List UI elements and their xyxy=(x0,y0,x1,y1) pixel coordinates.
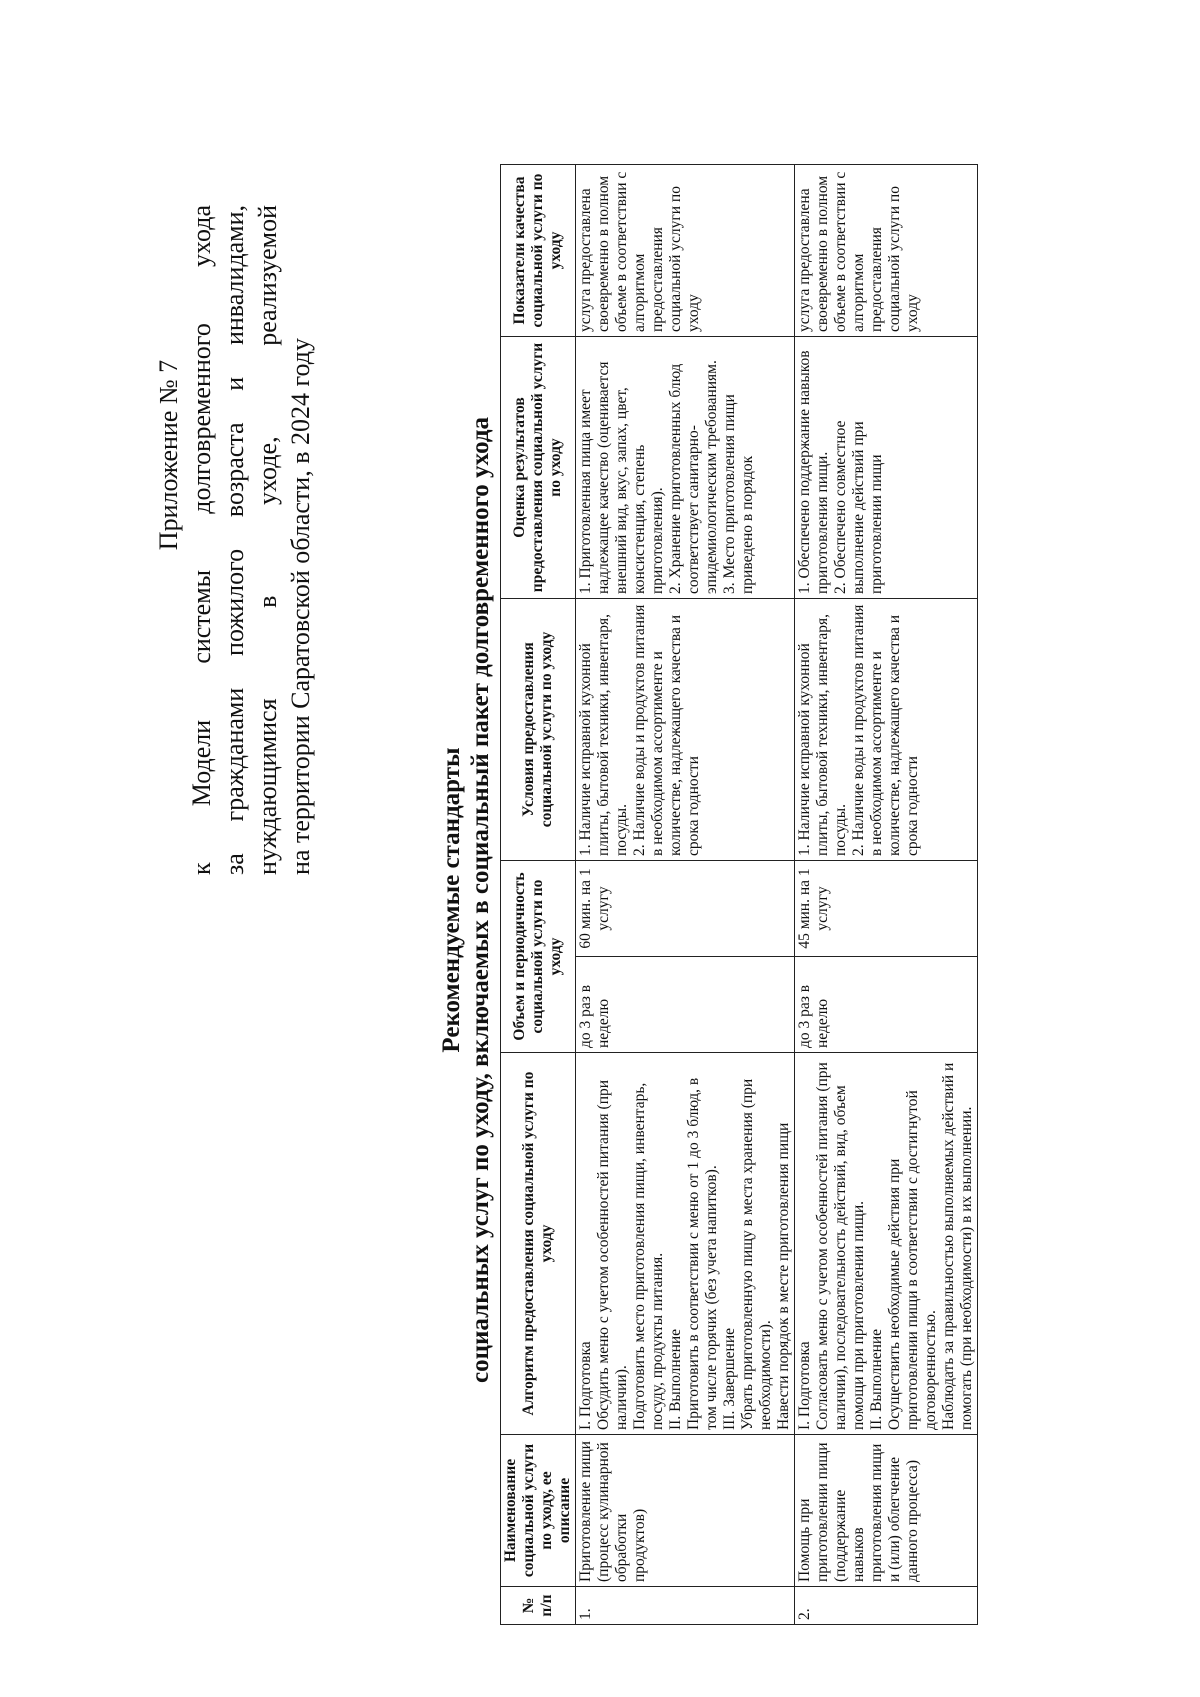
appendix-line-3: нуждающимися в уходе, реализуемой xyxy=(253,205,282,875)
header-name: Наименование социальной услуги по уходу, ее описание xyxy=(501,1435,576,1587)
heading-line-2: социальных услуг по уходу, включаемых в социальный пакет долговременного ухода xyxy=(467,416,494,1384)
appendix-line-4: на территории Саратовской области, в 2024 году xyxy=(286,338,315,875)
header-conditions: Условия предоставления социальной услуги по уходу xyxy=(501,599,576,861)
cell-algorithm: I. Подготовка Согласовать меню с учетом особенностей питания (при наличии), последовательность действий, вид, объем помощи при приготовлении пищи. II. Выполнение Осуществить необходимые действия при приготовлении пищи в соответствии с достигнутой договоренностью. Наблюдать за правильностью выполняемых действий и помогать (при необходимости) в их выполнении. xyxy=(795,1053,978,1435)
cell-num: 2. xyxy=(795,1587,978,1625)
document-heading xyxy=(437,155,495,1645)
cell-evaluation: 1. Приготовленная пища имеет надлежащее качество (оценивается внешний вид, вкус, запах, цвет, консистенция, степень приготовления). 2. Хранение приготовленных блюд соответствует санитарно-эпидемиологическим требованиям. 3. Место приготовления пищи приведено в порядок xyxy=(576,337,795,599)
table-row xyxy=(795,165,978,1625)
standards-table xyxy=(500,164,978,1625)
table-header-row xyxy=(501,165,576,1625)
appendix-line-1: к Модели системы долговременного ухода xyxy=(187,205,216,875)
cell-conditions: 1. Наличие исправной кухонной плиты, бытовой техники, инвентаря, посуды. 2. Наличие воды и продуктов питания в необходимом ассортименте и количестве, надлежащего качества и срока годности xyxy=(795,599,978,861)
cell-quality: услуга предоставлена своевременно в полном объеме в соответствии с алгоритмом предоставления социальной услуги по уходу xyxy=(576,165,795,337)
appendix-line-2: за гражданами пожилого возраста и инвалидами, xyxy=(220,205,249,875)
cell-duration: 45 мин. на 1 услугу xyxy=(795,861,978,957)
table-row xyxy=(576,165,795,1625)
heading-line-1: Рекомендуемые стандарты xyxy=(438,747,465,1053)
appendix-title: Приложение № 7 xyxy=(154,359,183,551)
header-evaluation: Оценка результатов предоставления социальной услуги по уходу xyxy=(501,337,576,599)
cell-name: Помощь при приготовлении пищи (поддержание навыков приготовления пищи и (или) облегчение данного процесса) xyxy=(795,1435,978,1587)
header-quality: Показатели качества социальной услуги по уходу xyxy=(501,165,576,337)
cell-algorithm: I. Подготовка Обсудить меню с учетом особенностей питания (при наличии). Подготовить место приготовления пищи, инвентарь, посуду, продукты питания. II. Выполнение Приготовить в соответствии с меню от 1 до 3 блюд, в том числе горячих (без учета напитков). III. Завершение Убрать приготовленную пищу в места хранения (при необходимости). Навести порядок в месте приготовления пищи xyxy=(576,1053,795,1435)
cell-periodicity: до 3 раз в неделю xyxy=(795,957,978,1053)
cell-periodicity: до 3 раз в неделю xyxy=(576,957,795,1053)
header-volume: Объем и периодичность социальной услуги по уходу xyxy=(501,861,576,1053)
cell-quality: услуга предоставлена своевременно в полном объеме в соответствии с алгоритмом предоставления социальной услуги по уходу xyxy=(795,165,978,337)
cell-num: 1. xyxy=(576,1587,795,1625)
appendix-header xyxy=(152,205,317,875)
rotated-page-content xyxy=(80,135,1120,1645)
header-num: № п/п xyxy=(501,1587,576,1625)
cell-duration: 60 мин. на 1 услугу xyxy=(576,861,795,957)
header-algorithm: Алгоритм предоставления социальной услуги по уходу xyxy=(501,1053,576,1435)
cell-conditions: 1. Наличие исправной кухонной плиты, бытовой техники, инвентаря, посуды. 2. Наличие воды и продуктов питания в необходимом ассортименте и количестве, надлежащего качества и срока годности xyxy=(576,599,795,861)
cell-name: Приготовление пищи (процесс кулинарной обработки продуктов) xyxy=(576,1435,795,1587)
cell-evaluation: 1. Обеспечено поддержание навыков приготовления пищи. 2. Обеспечено совместное выполнение действий при приготовлении пищи xyxy=(795,337,978,599)
